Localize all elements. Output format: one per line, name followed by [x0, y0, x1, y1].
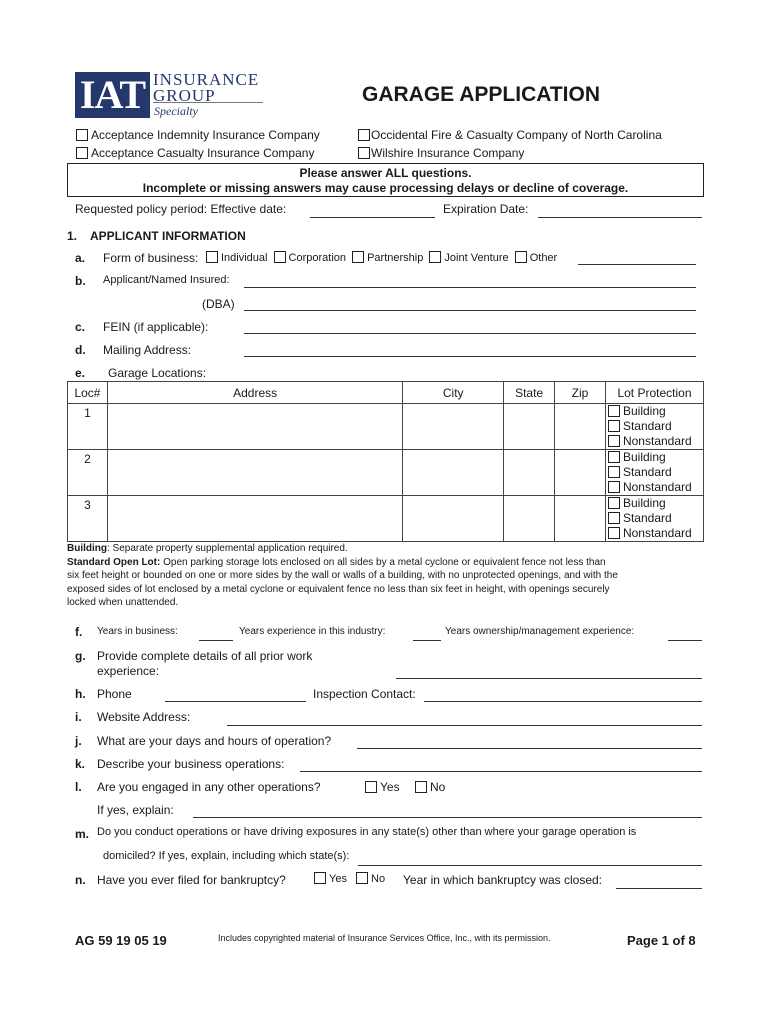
checkbox[interactable] — [608, 405, 620, 417]
checkbox[interactable] — [515, 251, 527, 263]
protection-nonstandard[interactable]: Nonstandard — [608, 434, 703, 449]
checkbox[interactable] — [608, 481, 620, 493]
prior-experience-label-1: Provide complete details of all prior work — [97, 649, 313, 663]
bankruptcy-no[interactable]: No — [356, 872, 385, 885]
inspection-contact-field[interactable] — [424, 701, 702, 702]
bankruptcy-label: Have you ever filed for bankruptcy? — [97, 873, 286, 887]
protection-standard[interactable]: Standard — [608, 465, 703, 480]
expiration-date-field[interactable] — [538, 217, 702, 218]
zip-cell[interactable] — [555, 404, 606, 450]
other-operations-explain-label: If yes, explain: — [97, 803, 174, 817]
other-operations-explain-field[interactable] — [193, 817, 702, 818]
logo-tagline: Specialty — [154, 104, 198, 118]
other-states-label-2: domiciled? If yes, explain, including which state(s): — [103, 850, 350, 862]
checkbox[interactable] — [608, 512, 620, 524]
hours-of-operation-label: What are your days and hours of operation? — [97, 734, 332, 748]
other-states-field[interactable] — [358, 865, 702, 866]
table-row — [68, 404, 704, 450]
city-cell[interactable] — [403, 404, 504, 450]
page-number: Page 1 of 8 — [627, 933, 696, 948]
item-letter-n: n. — [75, 873, 86, 887]
expiration-date-label: Expiration Date: — [443, 202, 529, 216]
checkbox[interactable] — [608, 497, 620, 509]
standard-open-lot-line-1: Open parking storage lots enclosed on all sides by a metal cyclone or equivalent fence not less than — [160, 556, 606, 568]
mailing-address-field[interactable] — [244, 356, 696, 357]
item-letter-l: l. — [75, 780, 82, 794]
fein-field[interactable] — [244, 333, 696, 334]
prior-experience-field[interactable] — [396, 678, 702, 679]
mailing-address-label: Mailing Address: — [103, 343, 192, 357]
lot-protection-cell — [605, 496, 703, 542]
item-letter-i: i. — [75, 710, 82, 724]
notice-line-1: Please answer ALL questions. — [299, 166, 472, 180]
header-lot-protection: Lot Protection — [605, 382, 703, 404]
checkbox[interactable] — [76, 147, 88, 159]
lot-protection-cell — [605, 404, 703, 450]
bankruptcy-year-label: Year in which bankruptcy was closed: — [403, 873, 602, 887]
checkbox[interactable] — [352, 251, 364, 263]
copyright-notice: Includes copyrighted material of Insurance Services Office, Inc., with its permission. — [218, 933, 551, 943]
item-letter-h: h. — [75, 687, 86, 701]
years-industry-field[interactable] — [413, 640, 441, 641]
effective-date-field[interactable] — [310, 217, 435, 218]
item-letter-a: a. — [75, 251, 86, 265]
protection-nonstandard[interactable]: Nonstandard — [608, 480, 703, 495]
bankruptcy-year-field[interactable] — [616, 888, 702, 889]
other-states-label-1: Do you conduct operations or have driving exposures in any state(s) other than where your garage operation is — [97, 826, 637, 838]
checkbox[interactable] — [608, 420, 620, 432]
item-letter-f: f. — [75, 625, 83, 639]
years-management-label: Years ownership/management experience: — [445, 626, 635, 637]
company-logo: IAT — [75, 72, 150, 118]
state-cell[interactable] — [504, 450, 555, 496]
section-heading: APPLICANT INFORMATION — [90, 229, 246, 243]
lot-protection-cell — [605, 450, 703, 496]
applicant-name-label: Applicant/Named Insured: — [103, 274, 230, 286]
company-option-2[interactable]: Acceptance Casualty Insurance Company — [76, 146, 314, 160]
header-zip: Zip — [555, 382, 606, 404]
item-letter-e: e. — [75, 366, 86, 380]
header-city: City — [403, 382, 504, 404]
dba-field[interactable] — [244, 310, 696, 311]
business-operations-field[interactable] — [300, 771, 702, 772]
fein-label: FEIN (if applicable): — [103, 320, 209, 334]
state-cell[interactable] — [504, 404, 555, 450]
item-letter-g: g. — [75, 649, 86, 663]
checkbox[interactable] — [76, 129, 88, 141]
years-industry-label: Years experience in this industry: — [239, 626, 386, 637]
protection-standard[interactable]: Standard — [608, 511, 703, 526]
header-state: State — [504, 382, 555, 404]
effective-date-label: Requested policy period: Effective date: — [75, 202, 287, 216]
address-cell[interactable] — [107, 450, 402, 496]
business-type-partnership[interactable]: Partnership — [352, 252, 423, 264]
logo-word-group: GROUP — [153, 86, 216, 105]
city-cell[interactable] — [403, 450, 504, 496]
checkbox[interactable] — [274, 251, 286, 263]
item-letter-j: j. — [75, 734, 82, 748]
years-in-business-label: Years in business: — [97, 626, 178, 637]
loc-number: 2 — [68, 450, 108, 496]
checkbox[interactable] — [608, 435, 620, 447]
zip-cell[interactable] — [555, 450, 606, 496]
years-in-business-field[interactable] — [199, 640, 233, 641]
loc-number: 3 — [68, 496, 108, 542]
city-cell[interactable] — [403, 496, 504, 542]
checkbox[interactable] — [608, 451, 620, 463]
website-field[interactable] — [227, 725, 702, 726]
phone-label: Phone — [97, 687, 132, 701]
protection-standard[interactable]: Standard — [608, 419, 703, 434]
item-letter-m: m. — [75, 827, 90, 841]
protection-building[interactable]: Building — [608, 450, 703, 465]
company-option-1[interactable]: Acceptance Indemnity Insurance Company — [76, 128, 320, 142]
loc-number: 1 — [68, 404, 108, 450]
notice-box — [67, 163, 704, 197]
form-number: AG 59 19 05 19 — [75, 933, 167, 948]
protection-building[interactable]: Building — [608, 404, 703, 419]
header-address: Address — [107, 382, 402, 404]
page-title: GARAGE APPLICATION — [362, 83, 601, 106]
building-definition: : Separate property supplemental application required. — [107, 543, 348, 554]
bankruptcy-yes[interactable]: Yes — [314, 872, 347, 885]
business-type-other[interactable]: Other — [515, 252, 558, 264]
standard-open-lot-line-2: six feet height or bounded on one or more sides by the wall or walls of a building, with no unprotected openings, and with the — [67, 570, 618, 581]
phone-field[interactable] — [165, 701, 306, 702]
notice-line-2: Incomplete or missing answers may cause processing delays or decline of coverage. — [142, 181, 629, 195]
checkbox[interactable] — [358, 147, 370, 159]
website-label: Website Address: — [97, 710, 191, 724]
checkbox[interactable] — [314, 872, 326, 884]
checkbox[interactable] — [206, 251, 218, 263]
checkbox[interactable] — [365, 781, 377, 793]
checkbox[interactable] — [608, 466, 620, 478]
other-operations-no[interactable]: No — [415, 780, 445, 794]
dba-label: (DBA) — [202, 297, 235, 311]
garage-locations-table — [67, 381, 704, 542]
item-letter-k: k. — [75, 757, 86, 771]
years-management-field[interactable] — [668, 640, 702, 641]
business-operations-label: Describe your business operations: — [97, 757, 285, 771]
item-letter-c: c. — [75, 320, 86, 334]
business-type-individual[interactable]: Individual — [206, 252, 267, 264]
definitions-block — [67, 542, 618, 610]
item-letter-d: d. — [75, 343, 86, 357]
standard-open-lot-term: Standard Open Lot: — [67, 556, 161, 568]
business-type-corporation[interactable]: Corporation — [274, 252, 346, 264]
other-operations-label: Are you engaged in any other operations? — [97, 780, 321, 794]
inspection-contact-label: Inspection Contact: — [313, 687, 416, 701]
standard-open-lot-line-4: locked when unattended. — [67, 597, 179, 608]
form-of-business-label: Form of business: — [103, 251, 199, 265]
company-option-4[interactable]: Wilshire Insurance Company — [358, 146, 524, 160]
logo-divider — [153, 102, 263, 103]
item-letter-b: b. — [75, 274, 86, 288]
checkbox[interactable] — [429, 251, 441, 263]
table-header-row — [68, 382, 704, 404]
hours-of-operation-field[interactable] — [357, 748, 702, 749]
standard-open-lot-line-3: exposed sides of lot enclosed by a metal cyclone or equivalent fence no less than six feet in height, with openings securely — [67, 583, 610, 595]
state-cell[interactable] — [504, 496, 555, 542]
checkbox[interactable] — [415, 781, 427, 793]
logo-word-insurance: INSURANCE — [153, 70, 260, 89]
other-operations-yes[interactable]: Yes — [365, 780, 400, 794]
business-type-joint-venture[interactable]: Joint Venture — [429, 252, 508, 264]
company-option-3[interactable]: Occidental Fire & Casualty Company of North Carolina — [358, 128, 662, 142]
business-type-options — [206, 251, 557, 264]
zip-cell[interactable] — [555, 496, 606, 542]
address-cell[interactable] — [107, 496, 402, 542]
other-business-field[interactable] — [578, 264, 696, 265]
protection-nonstandard[interactable]: Nonstandard — [608, 526, 703, 541]
checkbox[interactable] — [358, 129, 370, 141]
prior-experience-label-2: experience: — [97, 664, 160, 678]
table-row — [68, 450, 704, 496]
address-cell[interactable] — [107, 404, 402, 450]
table-row — [68, 496, 704, 542]
protection-building[interactable]: Building — [608, 496, 703, 511]
applicant-name-field[interactable] — [244, 287, 696, 288]
building-term: Building — [67, 543, 107, 554]
garage-locations-label: Garage Locations: — [108, 366, 207, 380]
checkbox[interactable] — [608, 527, 620, 539]
section-number: 1. — [67, 229, 78, 243]
header-loc: Loc# — [68, 382, 108, 404]
checkbox[interactable] — [356, 872, 368, 884]
